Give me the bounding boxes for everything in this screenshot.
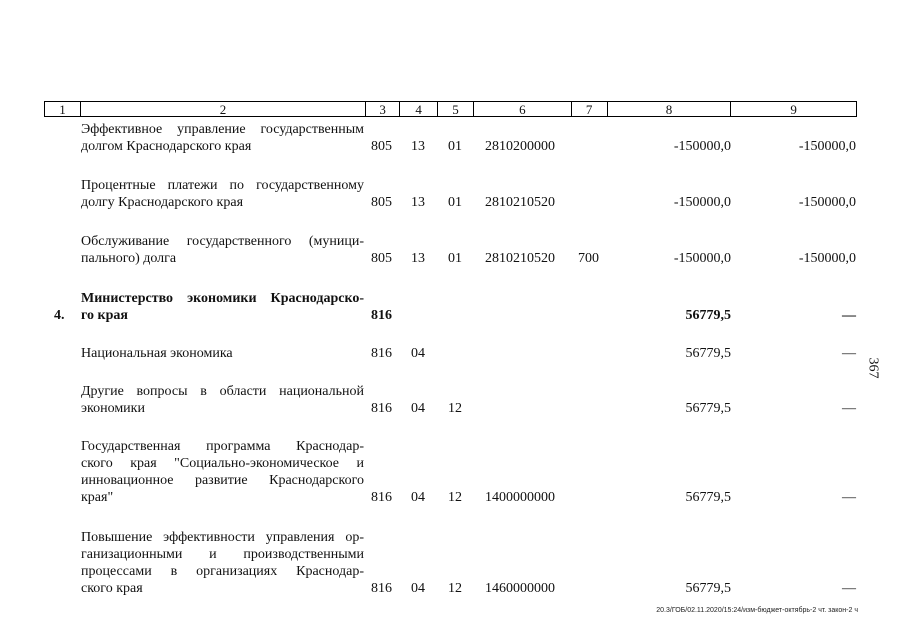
row-name-line: Национальная экономика <box>81 346 233 361</box>
row-prz: 12 <box>448 490 462 505</box>
row-name-line: процессами в организациях Краснодар- <box>81 564 364 579</box>
row-name-line: Повышение эффективности управления ор- <box>81 530 364 545</box>
row-name-line: ганизационными и производственными <box>81 547 364 562</box>
row-sum-col8: 56779,5 <box>685 401 731 416</box>
row-name <box>81 438 364 506</box>
row-name-line: края" <box>81 490 114 505</box>
row-name-line: долгу Краснодарского края <box>81 195 244 210</box>
row-sum-col9: — <box>842 401 856 416</box>
row-rz: 13 <box>411 139 425 154</box>
header-col-6: 6 <box>474 102 572 116</box>
row-rz: 04 <box>411 401 425 416</box>
row-sum-col8: -150000,0 <box>673 195 731 210</box>
row-grbs: 805 <box>371 195 392 210</box>
row-name-line: пального) долга <box>81 251 177 266</box>
row-sum-col8: -150000,0 <box>673 139 731 154</box>
row-csr: 2810210520 <box>485 251 555 266</box>
row-prz: 01 <box>448 251 462 266</box>
row-name-line: Государственная программа Краснодар- <box>81 439 364 454</box>
row-name-line: Другие вопросы в области национальной <box>81 384 364 399</box>
row-name <box>81 290 364 324</box>
row-name <box>81 177 364 211</box>
row-prz: 01 <box>448 139 462 154</box>
row-sum-col9: — <box>842 581 856 596</box>
row-name-line: ского края "Социально-экономическое и <box>81 456 364 471</box>
row-name <box>81 383 364 417</box>
header-col-8: 8 <box>608 102 732 116</box>
row-sum-col8: 56779,5 <box>685 346 731 361</box>
row-name-line: инновационное развитие Краснодарского <box>81 473 364 488</box>
row-name-line: Обслуживание государственного (муници- <box>81 234 364 249</box>
header-col-1: 1 <box>45 102 81 116</box>
row-name <box>81 233 364 267</box>
row-name-line: го края <box>81 308 128 323</box>
row-name-line: экономики <box>81 401 145 416</box>
row-name-line: Эффективное управление государственным <box>81 122 364 137</box>
header-col-9: 9 <box>790 102 797 117</box>
row-sum-col9: -150000,0 <box>798 251 856 266</box>
row-prz: 12 <box>448 401 462 416</box>
row-grbs: 816 <box>371 346 392 361</box>
row-number: 4. <box>54 308 65 323</box>
header-col-5: 5 <box>438 102 474 116</box>
table-header <box>44 101 857 117</box>
header-col-4: 4 <box>400 102 438 116</box>
header-col-3: 3 <box>366 102 400 116</box>
row-name <box>81 529 364 597</box>
row-grbs: 816 <box>371 401 392 416</box>
row-rz: 04 <box>411 346 425 361</box>
row-sum-col8: 56779,5 <box>685 581 731 596</box>
row-csr: 2810210520 <box>485 195 555 210</box>
row-csr: 1460000000 <box>485 581 555 596</box>
row-rz: 13 <box>411 195 425 210</box>
row-sum-col9: -150000,0 <box>798 139 856 154</box>
row-grbs: 805 <box>371 251 392 266</box>
row-rz: 13 <box>411 251 425 266</box>
row-name <box>81 345 364 362</box>
row-prz: 12 <box>448 581 462 596</box>
row-rz: 04 <box>411 490 425 505</box>
row-csr: 2810200000 <box>485 139 555 154</box>
row-name <box>81 121 364 155</box>
header-col-2: 2 <box>81 102 366 116</box>
row-sum-col9: -150000,0 <box>798 195 856 210</box>
row-sum-col8: -150000,0 <box>673 251 731 266</box>
row-grbs: 816 <box>371 308 392 323</box>
row-grbs: 816 <box>371 490 392 505</box>
row-name-line: Процентные платежи по государственному <box>81 178 364 193</box>
header-col-7: 7 <box>572 102 608 116</box>
row-grbs: 816 <box>371 581 392 596</box>
row-vr: 700 <box>578 251 599 266</box>
document-footer: 20.3/ГОБ/02.11.2020/15:24/изм-бюджет-октябрь-2 чт. закон-2 ч <box>656 607 858 614</box>
row-prz: 01 <box>448 195 462 210</box>
row-sum-col9: — <box>842 490 856 505</box>
row-name-line: ского края <box>81 581 143 596</box>
row-csr: 1400000000 <box>485 490 555 505</box>
row-sum-col8: 56779,5 <box>685 490 731 505</box>
row-grbs: 805 <box>371 139 392 154</box>
row-sum-col9: — <box>842 308 856 323</box>
row-name-line: Министерство экономики Краснодарско- <box>81 291 364 306</box>
row-sum-col9: — <box>842 346 856 361</box>
row-sum-col8: 56779,5 <box>685 308 731 323</box>
row-name-line: долгом Краснодарского края <box>81 139 252 154</box>
row-rz: 04 <box>411 581 425 596</box>
page-number: 367 <box>865 357 881 379</box>
